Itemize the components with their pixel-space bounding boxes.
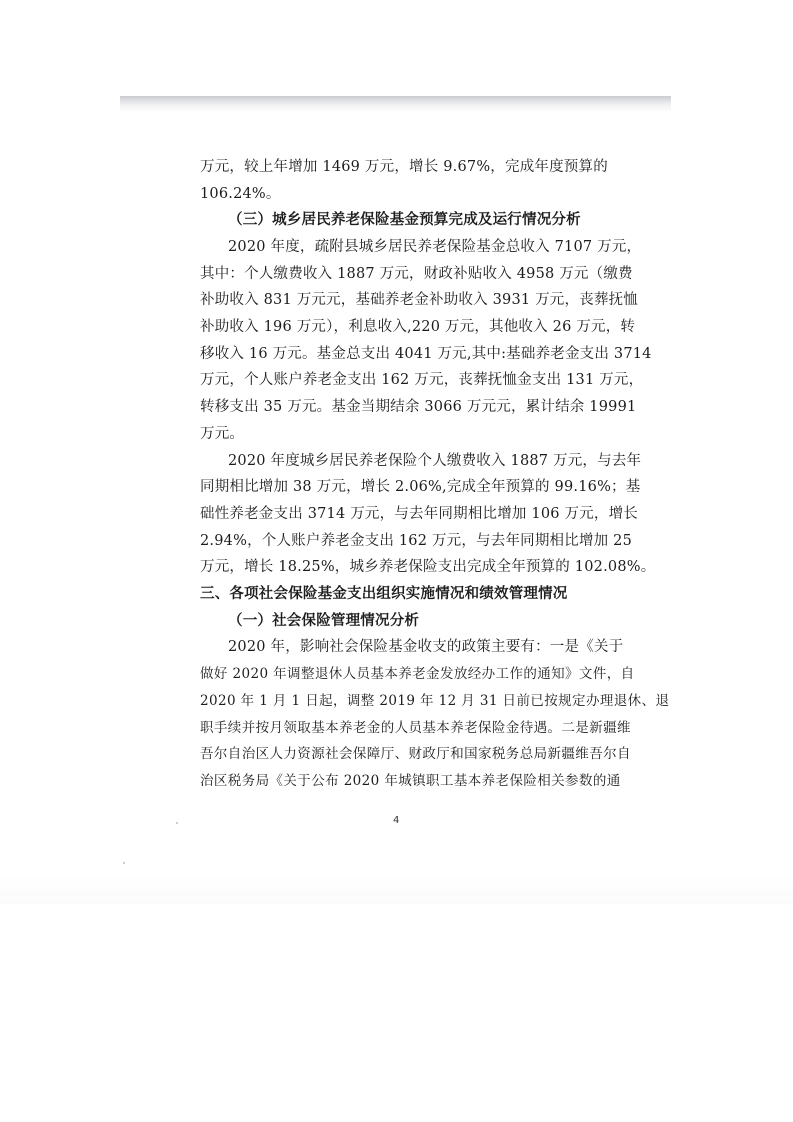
- scan-speck: [123, 862, 125, 864]
- body-line: 治区税务局《关于公布 2020 年城镇职工基本养老保险相关参数的通: [200, 773, 621, 789]
- body-line: 106.24%。: [200, 186, 281, 202]
- body-line: 移收入 16 万元。基金总支出 4041 万元,其中:基础养老金支出 3714: [200, 346, 652, 362]
- page-number: 4: [393, 815, 400, 826]
- body-line: 转移支出 35 万元。基金当期结余 3066 万元元，累计结余 19991: [200, 399, 637, 415]
- body-line: 补助收入 196 万元），利息收入,220 万元，其他收入 26 万元，转: [200, 319, 636, 335]
- body-line: 础性养老金支出 3714 万元，与去年同期相比增加 106 万元，增长: [200, 506, 639, 522]
- document-body: [200, 0, 670, 1122]
- subsection-heading: （一）社会保险管理情况分析: [228, 612, 420, 629]
- body-line: 2.94%，个人账户养老金支出 162 万元，与去年同期相比增加 25: [200, 533, 633, 549]
- body-line: 万元，增长 18.25%，城乡养老保险支出完成全年预算的 102.08%。: [200, 559, 656, 575]
- body-line: 补助收入 831 万元元，基础养老金补助收入 3931 万元，丧葬抚恤: [200, 292, 639, 308]
- body-line: 2020 年 1 月 1 日起，调整 2019 年 12 月 31 日前已按规定办理退休、退: [200, 693, 670, 709]
- section-heading: （三）城乡居民养老保险基金预算完成及运行情况分析: [228, 211, 581, 228]
- body-line: 其中：个人缴费收入 1887 万元，财政补贴收入 4958 万元（缴费: [200, 266, 633, 282]
- body-line: 万元。: [200, 426, 245, 442]
- body-line: 万元，个人账户养老金支出 162 万元，丧葬抚恤金支出 131 万元，: [200, 372, 644, 388]
- body-line: 同期相比增加 38 万元，增长 2.06%,完成全年预算的 99.16%；基: [200, 479, 641, 495]
- body-line: 万元，较上年增加 1469 万元，增长 9.67%，完成年度预算的: [200, 159, 608, 175]
- body-line: 做好 2020 年调整退休人员基本养老金发放经办工作的通知》文件，自: [200, 666, 635, 682]
- scan-speck: [176, 822, 178, 824]
- body-line: 2020 年，影响社会保险基金收支的政策主要有：一是《关于: [228, 639, 624, 655]
- body-line: 吾尔自治区人力资源社会保障厅、财政厅和国家税务总局新疆维吾尔自: [200, 746, 631, 762]
- body-line: 2020 年度，疏附县城乡居民养老保险基金总收入 7107 万元，: [228, 239, 642, 255]
- section-heading: 三、各项社会保险基金支出组织实施情况和绩效管理情况: [200, 585, 568, 602]
- body-line: 职手续并按月领取基本养老金的人员基本养老保险金待遇。二是新疆维: [200, 720, 631, 736]
- body-line: 2020 年度城乡居民养老保险个人缴费收入 1887 万元，与去年: [228, 453, 642, 469]
